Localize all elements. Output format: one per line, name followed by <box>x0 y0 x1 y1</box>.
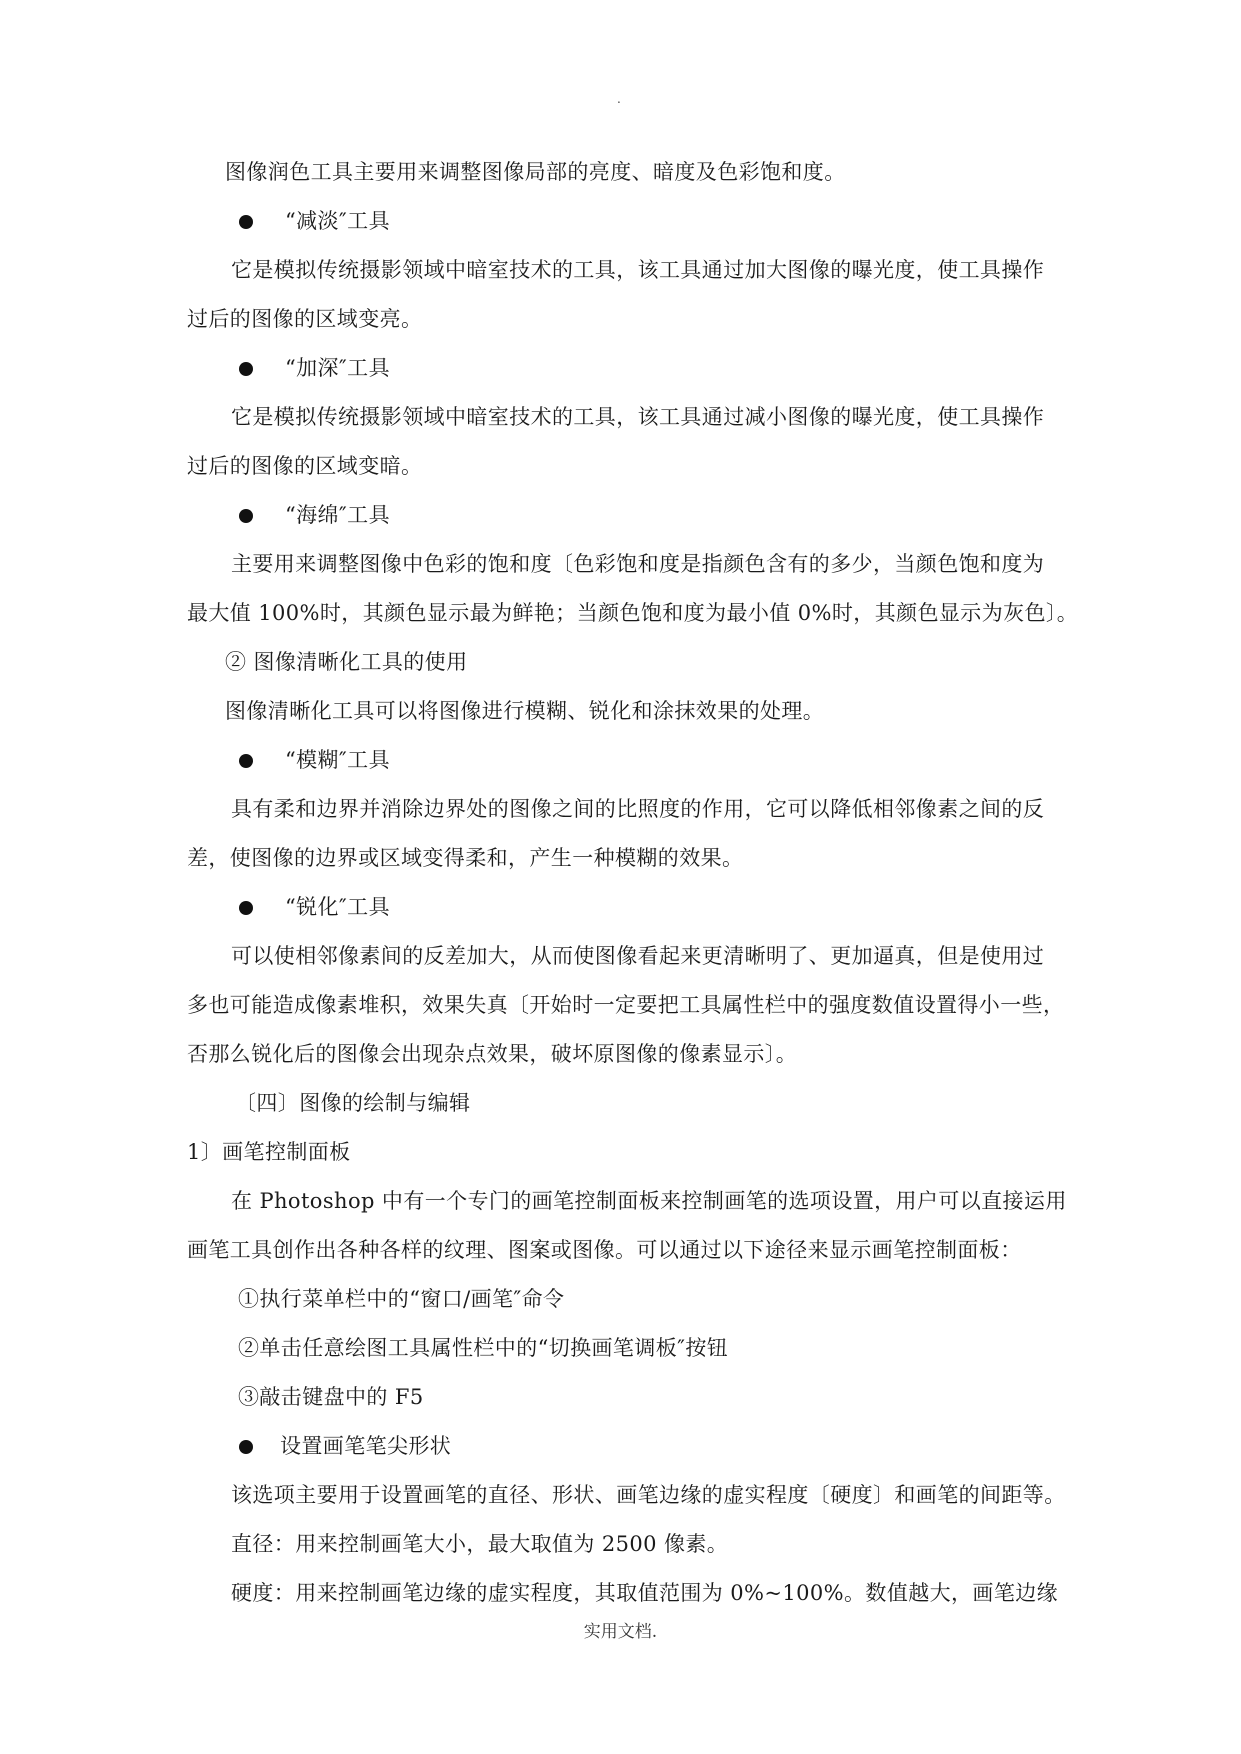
bullet-icon <box>239 215 253 229</box>
section-heading: ② 图像清晰化工具的使用 <box>225 650 468 674</box>
bullet-icon <box>239 1440 253 1454</box>
paragraph-line: 在 Photoshop 中有一个专门的画笔控制面板来控制画笔的选项设置，用户可以直接运用 <box>231 1189 1067 1213</box>
bullet-heading: “减淡″工具 <box>285 209 390 233</box>
bullet-heading: “海绵″工具 <box>285 503 390 527</box>
paragraph-line: 硬度：用来控制画笔边缘的虚实程度，其取值范围为 0%~100%。数值越大，画笔边缘 <box>231 1581 1059 1605</box>
paragraph-line: 差，使图像的边界或区域变得柔和，产生一种模糊的效果。 <box>187 846 744 870</box>
section-heading: 1〕画笔控制面板 <box>187 1140 351 1164</box>
paragraph-line: 多也可能造成像素堆积，效果失真〔开始时一定要把工具属性栏中的强度数值设置得小一些， <box>187 993 1065 1017</box>
list-item: ③敲击键盘中的 F5 <box>238 1385 424 1409</box>
bullet-heading: “锐化″工具 <box>285 895 390 919</box>
bullet-heading: “加深″工具 <box>285 356 390 380</box>
paragraph-line: 它是模拟传统摄影领域中暗室技术的工具，该工具通过加大图像的曝光度，使工具操作 <box>231 258 1045 282</box>
paragraph-line: 图像清晰化工具可以将图像进行模糊、锐化和涂抹效果的处理。 <box>225 699 825 723</box>
paragraph-line: 否那么锐化后的图像会出现杂点效果，破坏原图像的像素显示〕。 <box>187 1042 798 1066</box>
paragraph-line: 直径：用来控制画笔大小，最大取值为 2500 像素。 <box>231 1532 729 1556</box>
paragraph-line: 最大值 100%时，其颜色显示最为鲜艳；当颜色饱和度为最小值 0%时，其颜色显示为灰色〕。 <box>187 601 1079 625</box>
list-item: ①执行菜单栏中的“窗口/画笔″命令 <box>238 1287 565 1311</box>
paragraph-line: 过后的图像的区域变暗。 <box>187 454 423 478</box>
paragraph-line: 图像润色工具主要用来调整图像局部的亮度、暗度及色彩饱和度。 <box>225 160 846 184</box>
paragraph-line: 该选项主要用于设置画笔的直径、形状、画笔边缘的虚实程度〔硬度〕和画笔的间距等。 <box>231 1483 1066 1507</box>
paragraph-line: 画笔工具创作出各种各样的纹理、图案或图像。可以通过以下途径来显示画笔控制面板： <box>187 1238 1022 1262</box>
section-heading: 〔四〕图像的绘制与编辑 <box>235 1091 471 1115</box>
bullet-icon <box>239 509 253 523</box>
bullet-icon <box>239 362 253 376</box>
list-item: ②单击任意绘图工具属性栏中的“切换画笔调板″按钮 <box>238 1336 729 1360</box>
paragraph-line: 主要用来调整图像中色彩的饱和度〔色彩饱和度是指颜色含有的多少，当颜色饱和度为 <box>231 552 1045 576</box>
bullet-heading: 设置画笔笔尖形状 <box>280 1434 452 1458</box>
paragraph-line: 具有柔和边界并消除边界处的图像之间的比照度的作用，它可以降低相邻像素之间的反 <box>231 797 1045 821</box>
paragraph-line: 它是模拟传统摄影领域中暗室技术的工具，该工具通过减小图像的曝光度，使工具操作 <box>231 405 1045 429</box>
bullet-icon <box>239 901 253 915</box>
bullet-heading: “模糊″工具 <box>285 748 390 772</box>
paragraph-line: 过后的图像的区域变亮。 <box>187 307 423 331</box>
page-footer: 实用文档. <box>583 1622 658 1642</box>
bullet-icon <box>239 754 253 768</box>
paragraph-line: 可以使相邻像素间的反差加大，从而使图像看起来更清晰明了、更加逼真，但是使用过 <box>231 944 1045 968</box>
header-mark: . <box>617 92 621 106</box>
